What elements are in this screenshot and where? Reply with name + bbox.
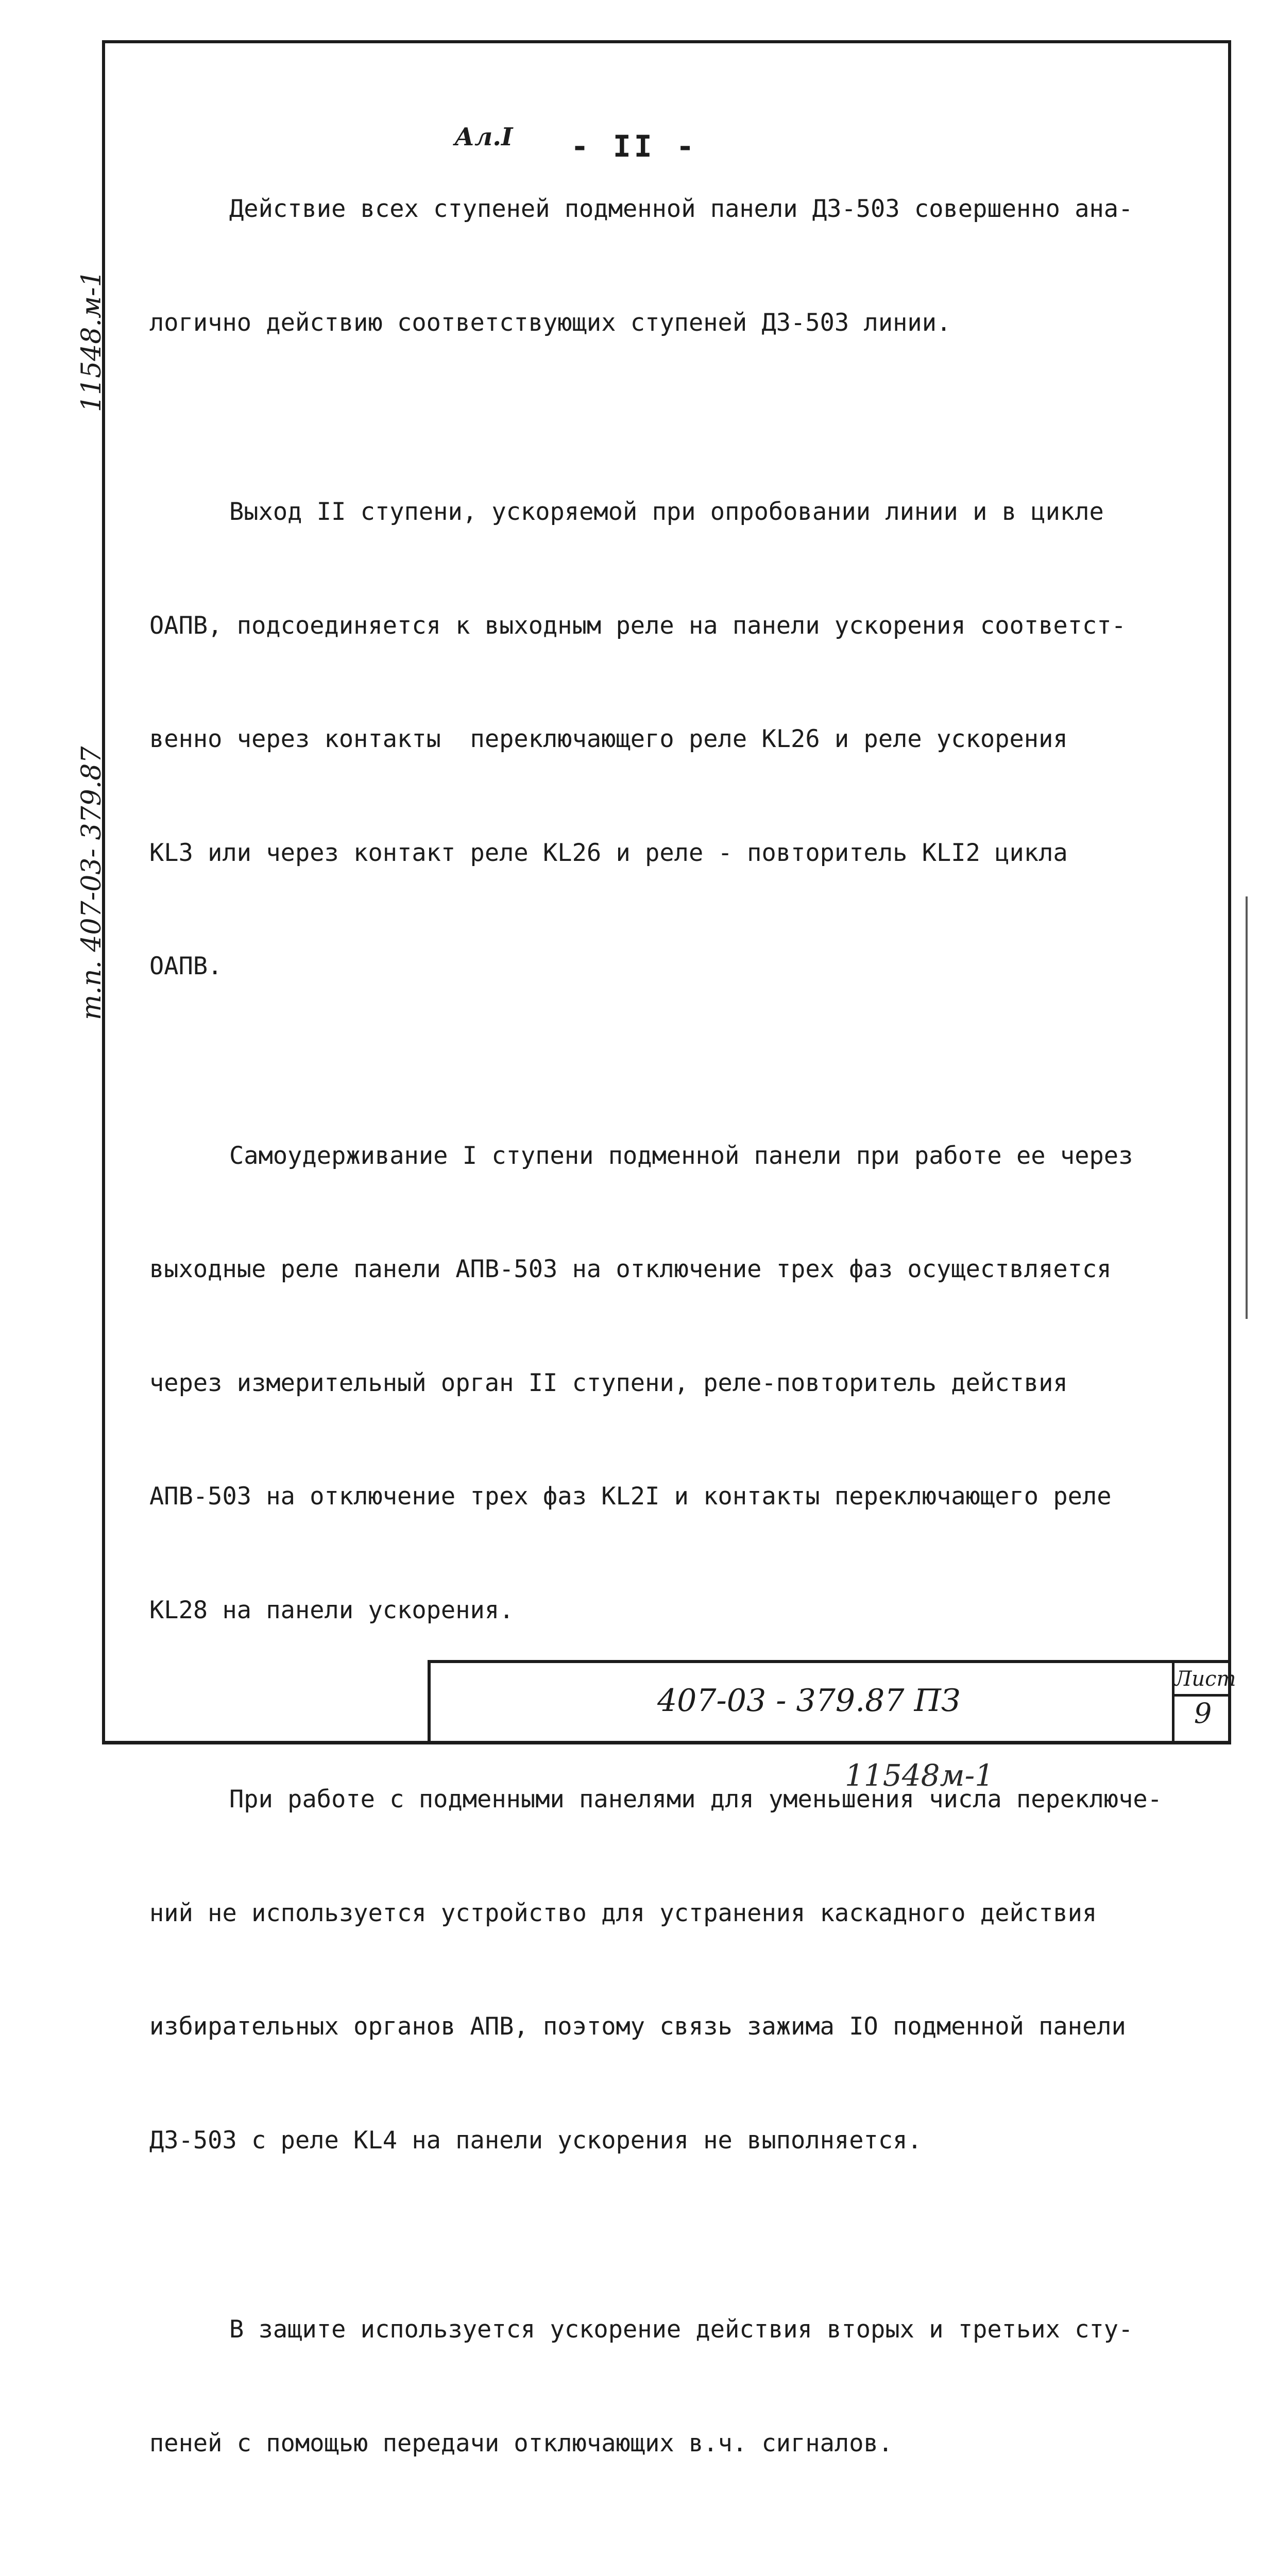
section-heading	[149, 2538, 1211, 2576]
text-line: венно через контакты переключающего реле КL26 и реле ускорения	[149, 725, 1068, 753]
text-line: ОАПВ, подсоединяется к выходным реле на панели ускорения соответст-	[149, 611, 1126, 640]
text-line: В защите используется ускорение действия вторых и третьих сту-	[229, 2315, 1133, 2344]
text-line: пеней с помощью передачи отключающих в.ч. сигналов.	[149, 2429, 893, 2458]
paragraph-4	[149, 1705, 1211, 2235]
text-line: КL3 или через контакт реле КL26 и реле - повторитель КLI2 цикла	[149, 838, 1068, 867]
page-header	[0, 61, 1277, 164]
text-line: Действие всех ступеней подменной панели ДЗ-503 совершенно ана-	[229, 195, 1133, 223]
text-line: ОАПВ.	[149, 952, 223, 980]
margin-note-lower: т.п. 407-03- 379.87	[76, 746, 107, 1020]
paragraph-5	[149, 2235, 1211, 2538]
text-line: КL28 на панели ускорения.	[149, 1596, 514, 1624]
sheet-number: 9	[1194, 1697, 1212, 1730]
text-line: Выход II ступени, ускоряемой при опробовании линии и в цикле	[229, 498, 1104, 526]
text-line: избирательных органов АПВ, поэтому связь зажима IO подменной панели	[149, 2012, 1126, 2041]
margin-rule	[1246, 896, 1248, 1319]
title-block	[428, 1660, 1236, 1744]
text-line: выходные реле панели АПВ-503 на отключение трех фаз осуществляется	[149, 1255, 1112, 1283]
text-line: логично действию соответствующих ступеней ДЗ-503 линии.	[149, 308, 951, 337]
text-line: ДЗ-503 с реле КL4 на панели ускорения не выполняется.	[149, 2126, 922, 2155]
text-line: Самоудерживание I ступени подменной панели при работе ее через	[229, 1141, 1133, 1170]
paragraph-1	[149, 114, 1211, 417]
margin-note-upper: 11548.м-1	[76, 270, 107, 412]
text-line: ний не используется устройство для устранения каскадного действия	[149, 1899, 1097, 1927]
text-line: АПВ-503 на отключение трех фаз КL2I и контакты переключающего реле	[149, 1482, 1112, 1511]
text-line: При работе с подменными панелями для уменьшения числа переключе-	[229, 1785, 1162, 1814]
text-line: через измерительный орган II ступени, реле-повторитель действия	[149, 1368, 1068, 1397]
document-code: 407-03 - 379.87 ПЗ	[657, 1683, 961, 1719]
page-number: - II -	[571, 129, 697, 164]
paragraph-2	[149, 417, 1211, 1061]
sheet-label: Лист	[1174, 1664, 1231, 1697]
document-body	[149, 114, 1211, 2576]
sheet-box	[1172, 1663, 1236, 1744]
paragraph-3	[149, 1061, 1211, 1705]
handwritten-note: Ал.I	[454, 123, 513, 151]
handwritten-signature: 11548м-1	[845, 1758, 994, 1793]
